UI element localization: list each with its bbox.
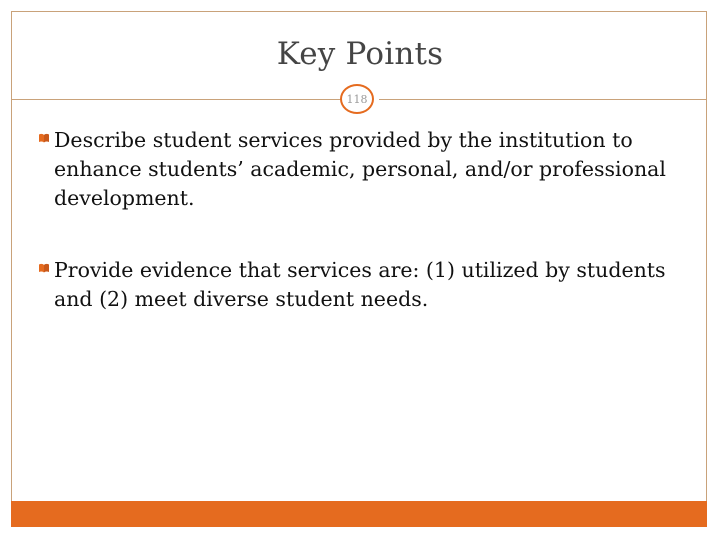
header-divider-right	[379, 99, 707, 100]
bullet-item	[42, 126, 692, 213]
bullet-text: Describe student services provided by the institution to enhance students’ academic, personal, and/or professional development.	[54, 128, 666, 210]
page-number: 118	[346, 92, 368, 106]
book-icon	[38, 262, 50, 274]
footer-accent-bar	[11, 501, 707, 527]
bullet-item	[42, 256, 692, 314]
header-divider-left	[11, 99, 341, 100]
bullet-list	[42, 126, 692, 314]
bullet-text: Provide evidence that services are: (1) utilized by students and (2) meet diverse student needs.	[54, 258, 666, 311]
slide-title: Key Points	[276, 36, 444, 72]
book-icon	[38, 132, 50, 144]
page-number-badge	[340, 84, 374, 114]
